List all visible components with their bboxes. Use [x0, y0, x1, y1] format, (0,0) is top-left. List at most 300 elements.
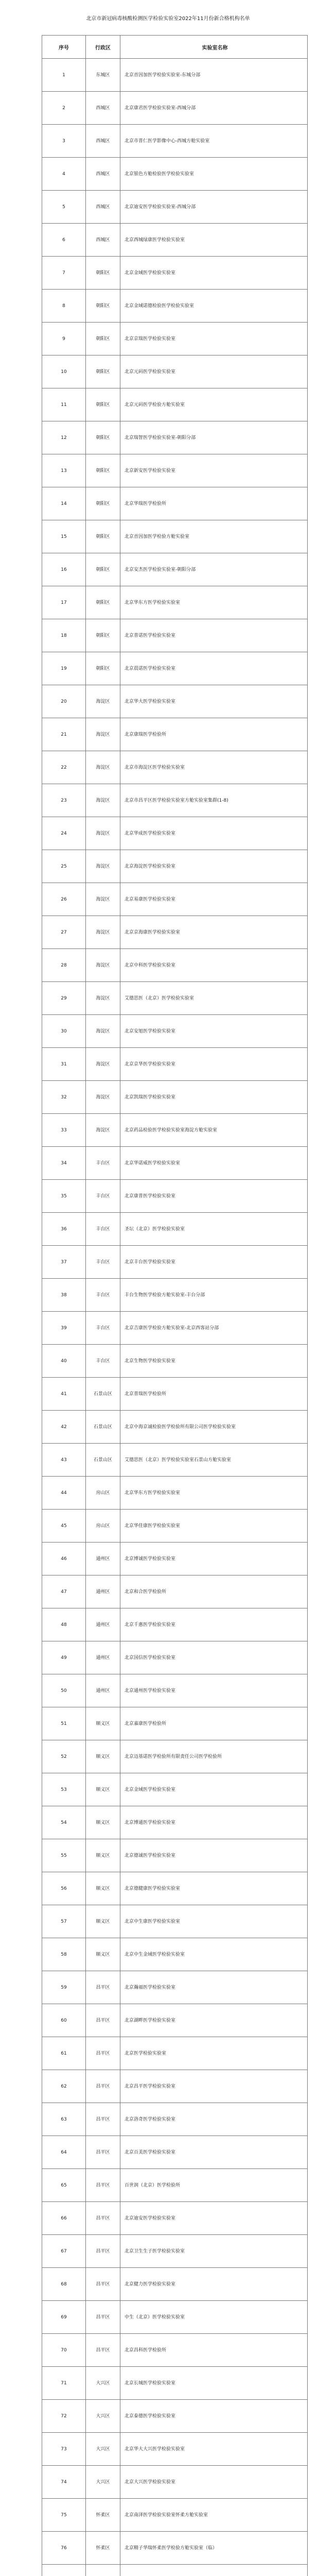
- row-number: 20: [42, 685, 86, 718]
- header-district: 行政区: [86, 36, 120, 59]
- row-lab-name: 北京昌平医学检验实验室: [120, 2070, 308, 2103]
- row-lab-name: 北京华大大兴医学检验实验室: [120, 2433, 308, 2466]
- table-row: [42, 92, 308, 125]
- row-lab-name: 北京康普医学检验实验室: [120, 1180, 308, 1213]
- row-number: 39: [42, 1312, 86, 1345]
- table-row: [42, 1905, 308, 1938]
- row-district: 顺义区: [86, 1839, 120, 1872]
- row-lab-name: 北京华大医学检验实验室: [120, 685, 308, 718]
- row-district: 朝阳区: [86, 487, 120, 520]
- row-lab-name: 北京海淀医学检验实验室: [120, 850, 308, 883]
- row-district: 丰台区: [86, 1345, 120, 1378]
- row-district: 怀柔区: [86, 2532, 120, 2565]
- row-lab-name: 北京金域医学检验实验室: [120, 257, 308, 290]
- row-lab-name: 北京新安医学检验实验室: [120, 454, 308, 487]
- table-row: [42, 1114, 308, 1147]
- row-lab-name: 北京金域医学检验实验室: [120, 1773, 308, 1806]
- row-district: 朝阳区: [86, 257, 120, 290]
- row-number: 4: [42, 158, 86, 191]
- row-number: 7: [42, 257, 86, 290]
- table-row: [42, 487, 308, 520]
- row-number: 69: [42, 2301, 86, 2334]
- row-district: 大兴区: [86, 2433, 120, 2466]
- table-row: [42, 2565, 308, 2576]
- row-lab-name: 北京晨诺医学检验实验室: [120, 652, 308, 685]
- row-district: 大兴区: [86, 2400, 120, 2433]
- row-lab-name: 北京京华医学检验实验室: [120, 1048, 308, 1081]
- row-lab-name: 北京博通医学检验实验室: [120, 1806, 308, 1839]
- row-district: 通州区: [86, 1543, 120, 1575]
- row-district: 昌平区: [86, 2004, 120, 2037]
- row-district: 朝阳区: [86, 454, 120, 487]
- row-district: 海淀区: [86, 1081, 120, 1114]
- row-number: 40: [42, 1345, 86, 1378]
- row-district: 西城区: [86, 224, 120, 257]
- row-lab-name: 北京市普仁医学影像中心-西城方舱实验室: [120, 125, 308, 158]
- row-number: 68: [42, 2268, 86, 2301]
- row-number: 9: [42, 323, 86, 355]
- row-lab-name: 北京瑞智医学检验实验室-朝阳分部: [120, 421, 308, 454]
- header-number: 序号: [42, 36, 86, 59]
- table-row: [42, 1971, 308, 2004]
- table-row: [42, 1674, 308, 1707]
- table-row: [42, 586, 308, 619]
- row-lab-name: 北京千惠医学检验实验室: [120, 1608, 308, 1641]
- table-row: [42, 718, 308, 751]
- row-number: 75: [42, 2499, 86, 2532]
- table-row: [42, 1147, 308, 1180]
- row-number: 36: [42, 1213, 86, 1246]
- row-number: 28: [42, 949, 86, 982]
- row-district: 通州区: [86, 1608, 120, 1641]
- row-number: 6: [42, 224, 86, 257]
- row-district: 朝阳区: [86, 421, 120, 454]
- row-number: 25: [42, 850, 86, 883]
- row-number: 29: [42, 982, 86, 1015]
- table-row: [42, 2367, 308, 2400]
- row-district: 顺义区: [86, 1707, 120, 1740]
- row-lab-name: 北京市海淀区医学检验实验室: [120, 751, 308, 784]
- row-number: 12: [42, 421, 86, 454]
- row-district: 东城区: [86, 59, 120, 92]
- row-lab-name: 北京安杰医学检验实验室-朝阳分部: [120, 553, 308, 586]
- row-number: 61: [42, 2037, 86, 2070]
- row-district: 顺义区: [86, 1740, 120, 1773]
- row-district: 西城区: [86, 125, 120, 158]
- row-district: 海淀区: [86, 685, 120, 718]
- row-district: 房山区: [86, 1477, 120, 1510]
- row-district: 顺义区: [86, 1773, 120, 1806]
- row-lab-name: 北京通州医学检验实验室: [120, 1674, 308, 1707]
- row-lab-name: 北京国信医学检验实验室: [120, 1641, 308, 1674]
- row-lab-name: 艾德思医（北京）医学检验实验室石景山方舱实验室: [120, 1444, 308, 1477]
- row-number: 11: [42, 388, 86, 421]
- table-row: [42, 1477, 308, 1510]
- row-number: 71: [42, 2367, 86, 2400]
- row-district: 海淀区: [86, 982, 120, 1015]
- row-district: 海淀区: [86, 1114, 120, 1147]
- row-lab-name: 北京西城绿康医学检验实验室: [120, 224, 308, 257]
- row-number: 31: [42, 1048, 86, 1081]
- row-lab-name: 北京和合医学检验所: [120, 1575, 308, 1608]
- row-district: 大兴区: [86, 2367, 120, 2400]
- row-number: 74: [42, 2466, 86, 2499]
- row-district: 朝阳区: [86, 553, 120, 586]
- table-row: [42, 1872, 308, 1905]
- row-lab-name: 北京中生康医学检验实验室: [120, 1905, 308, 1938]
- row-district: 顺义区: [86, 1938, 120, 1971]
- table-row: [42, 1543, 308, 1575]
- row-number: 50: [42, 1674, 86, 1707]
- row-number: 65: [42, 2169, 86, 2202]
- table-row: [42, 2070, 308, 2103]
- row-lab-name: [120, 2565, 308, 2576]
- table-row: [42, 1707, 308, 1740]
- table-row: [42, 257, 308, 290]
- row-lab-name: 北京德健康医学检验实验室: [120, 1872, 308, 1905]
- table-row: [42, 1246, 308, 1279]
- row-district: 海淀区: [86, 883, 120, 916]
- row-number: 2: [42, 92, 86, 125]
- row-number: 43: [42, 1444, 86, 1477]
- row-number: 32: [42, 1081, 86, 1114]
- table-row: [42, 1740, 308, 1773]
- table-row: [42, 1213, 308, 1246]
- row-lab-name: 北京京瑞医学检验实验室: [120, 323, 308, 355]
- row-lab-name: 北京华佳康医学检验实验室: [120, 1510, 308, 1543]
- table-row: [42, 850, 308, 883]
- table-row: [42, 2499, 308, 2532]
- row-district: 昌平区: [86, 2202, 120, 2235]
- row-district: 昌平区: [86, 2037, 120, 2070]
- row-lab-name: 北京金域诺德检验医学检验实验室: [120, 290, 308, 323]
- table-row: [42, 1279, 308, 1312]
- row-district: 海淀区: [86, 949, 120, 982]
- row-number: 17: [42, 586, 86, 619]
- table-row: [42, 1641, 308, 1674]
- row-district: 通州区: [86, 1575, 120, 1608]
- row-district: 朝阳区: [86, 652, 120, 685]
- row-number: 55: [42, 1839, 86, 1872]
- table-row: [42, 553, 308, 586]
- row-district: 海淀区: [86, 1015, 120, 1048]
- table-row: [42, 421, 308, 454]
- row-number: 3: [42, 125, 86, 158]
- table-row: [42, 1773, 308, 1806]
- row-district: 昌平区: [86, 1971, 120, 2004]
- row-number: 64: [42, 2136, 86, 2169]
- row-lab-name: 北京博诚医学检验实验室: [120, 1543, 308, 1575]
- row-lab-name: 北京吉康医学检验方舱实验室-北京西客站分部: [120, 1312, 308, 1345]
- row-lab-name: 北京华东方医学检验实验室: [120, 586, 308, 619]
- row-lab-name: 北京华诺威医学检验实验室: [120, 1147, 308, 1180]
- row-number: 41: [42, 1378, 86, 1411]
- row-lab-name: 北京长城医学检验实验室: [120, 2367, 308, 2400]
- row-district: 昌平区: [86, 2070, 120, 2103]
- table-row: [42, 2466, 308, 2499]
- table-row: [42, 388, 308, 421]
- table-row: [42, 1378, 308, 1411]
- row-lab-name: 北京洛奇医学检验实验室: [120, 2103, 308, 2136]
- row-lab-name: 北京南泽医学检验实验室怀柔方舱实验室: [120, 2499, 308, 2532]
- table-row: [42, 224, 308, 257]
- table-row: [42, 784, 308, 817]
- table-row: [42, 1345, 308, 1378]
- row-number: 66: [42, 2202, 86, 2235]
- header-lab-name: 实验室名称: [120, 36, 308, 59]
- row-lab-name: 百世润（北京）医学检验所: [120, 2169, 308, 2202]
- row-lab-name: 北京迈基诺医学检验所有限责任公司医学检验所: [120, 1740, 308, 1773]
- row-lab-name: 中生（北京）医学检验实验室: [120, 2301, 308, 2334]
- table-row: [42, 1806, 308, 1839]
- table-row: [42, 355, 308, 388]
- row-lab-name: 北京首因加医学检验方舱实验室: [120, 520, 308, 553]
- row-lab-name: 北京华成医学检验实验室: [120, 817, 308, 850]
- row-district: 海淀区: [86, 916, 120, 949]
- table-row: [42, 2301, 308, 2334]
- row-lab-name: 北京健力医学检验实验室: [120, 2268, 308, 2301]
- row-lab-name: 北京易康医学检验实验室: [120, 883, 308, 916]
- row-lab-name: 北京泰德医学检验实验室: [120, 2400, 308, 2433]
- row-district: 西城区: [86, 191, 120, 224]
- row-district: 朝阳区: [86, 520, 120, 553]
- table-row: [42, 2532, 308, 2565]
- row-district: 丰台区: [86, 1279, 120, 1312]
- row-lab-name: 北京元码医学检验方舱实验室: [120, 388, 308, 421]
- table-row: [42, 2202, 308, 2235]
- row-lab-name: 北京市昌平区医学检验实验室方舱实验室集群(1-8): [120, 784, 308, 817]
- table-row: [42, 2334, 308, 2367]
- row-district: 海淀区: [86, 1048, 120, 1081]
- row-number: 10: [42, 355, 86, 388]
- row-lab-name: 北京康瑞医学检验所: [120, 718, 308, 751]
- document-title: 北京市新冠病毒核酸检测医学检验实验室2022年11月份新合格机构名单: [86, 16, 250, 22]
- row-district: 石景山区: [86, 1378, 120, 1411]
- table-row: [42, 290, 308, 323]
- table-row: [42, 982, 308, 1015]
- row-district: [86, 2565, 120, 2576]
- row-lab-name: 北京湖畔医学检验实验室: [120, 2004, 308, 2037]
- row-district: 丰台区: [86, 1147, 120, 1180]
- row-lab-name: 北京大兴医学检验实验室: [120, 2466, 308, 2499]
- row-lab-name: 北京华东方医学检验实验室: [120, 1477, 308, 1510]
- row-number: 73: [42, 2433, 86, 2466]
- row-number: 44: [42, 1477, 86, 1510]
- row-number: 60: [42, 2004, 86, 2037]
- table-row: [42, 2103, 308, 2136]
- row-lab-name: 北京康君医学检验实验室-西城分部: [120, 92, 308, 125]
- row-number: 1: [42, 59, 86, 92]
- header-row: [42, 36, 308, 59]
- row-number: [42, 2565, 86, 2576]
- row-district: 昌平区: [86, 2136, 120, 2169]
- row-number: 67: [42, 2235, 86, 2268]
- row-lab-name: 北京药品检验医学检验实验室海淀方舱实验室: [120, 1114, 308, 1147]
- row-number: 23: [42, 784, 86, 817]
- row-district: 丰台区: [86, 1213, 120, 1246]
- table-row: [42, 619, 308, 652]
- row-number: 47: [42, 1575, 86, 1608]
- row-lab-name: 北京迪安医学检验实验室: [120, 2202, 308, 2235]
- row-lab-name: 北京医学检验实验室: [120, 2037, 308, 2070]
- row-number: 70: [42, 2334, 86, 2367]
- row-lab-name: 北京凯瑞医学检验实验室: [120, 1081, 308, 1114]
- table-row: [42, 1510, 308, 1543]
- row-district: 大兴区: [86, 2466, 120, 2499]
- table-row: [42, 2235, 308, 2268]
- row-number: 18: [42, 619, 86, 652]
- row-district: 朝阳区: [86, 355, 120, 388]
- row-district: 西城区: [86, 92, 120, 125]
- row-lab-name: 北京元码医学检验实验室: [120, 355, 308, 388]
- row-district: 朝阳区: [86, 619, 120, 652]
- row-number: 52: [42, 1740, 86, 1773]
- table-row: [42, 883, 308, 916]
- row-number: 48: [42, 1608, 86, 1641]
- row-district: 朝阳区: [86, 388, 120, 421]
- row-lab-name: 北京精子华瑞怀柔医学检验方舱实验室（临）: [120, 2532, 308, 2565]
- row-number: 56: [42, 1872, 86, 1905]
- table-row: [42, 1608, 308, 1641]
- row-lab-name: 北京德诚医学检验实验室: [120, 1839, 308, 1872]
- row-number: 21: [42, 718, 86, 751]
- table-row: [42, 454, 308, 487]
- row-district: 海淀区: [86, 817, 120, 850]
- table-row: [42, 1444, 308, 1477]
- table-row: [42, 520, 308, 553]
- row-number: 57: [42, 1905, 86, 1938]
- row-district: 昌平区: [86, 2103, 120, 2136]
- row-district: 海淀区: [86, 850, 120, 883]
- row-number: 37: [42, 1246, 86, 1279]
- table-row: [42, 949, 308, 982]
- row-number: 38: [42, 1279, 86, 1312]
- table-row: [42, 751, 308, 784]
- row-district: 通州区: [86, 1674, 120, 1707]
- row-district: 朝阳区: [86, 323, 120, 355]
- row-number: 46: [42, 1543, 86, 1575]
- row-lab-name: 北京首因加医学检验实验室-东城分部: [120, 59, 308, 92]
- row-number: 58: [42, 1938, 86, 1971]
- row-district: 昌平区: [86, 2334, 120, 2367]
- row-number: 30: [42, 1015, 86, 1048]
- row-number: 22: [42, 751, 86, 784]
- table-row: [42, 1180, 308, 1213]
- table-row: [42, 2433, 308, 2466]
- row-number: 26: [42, 883, 86, 916]
- row-number: 33: [42, 1114, 86, 1147]
- row-number: 49: [42, 1641, 86, 1674]
- row-district: 顺义区: [86, 1872, 120, 1905]
- row-lab-name: 北京丰台医学检验实验室: [120, 1246, 308, 1279]
- row-number: 8: [42, 290, 86, 323]
- row-lab-name: 北京普瑞医学检验所: [120, 1378, 308, 1411]
- row-lab-name: 北京嘉康医学检验所: [120, 1707, 308, 1740]
- table-body: [42, 59, 308, 2576]
- row-lab-name: 北京卫生生子医学检验实验室: [120, 2235, 308, 2268]
- row-district: 丰台区: [86, 1246, 120, 1279]
- row-district: 西城区: [86, 158, 120, 191]
- row-district: 海淀区: [86, 718, 120, 751]
- table-row: [42, 2268, 308, 2301]
- table-row: [42, 1015, 308, 1048]
- row-district: 朝阳区: [86, 290, 120, 323]
- row-lab-name: 北京普诺医学检验实验室: [120, 619, 308, 652]
- lab-list-table: [42, 35, 308, 2576]
- table-row: [42, 323, 308, 355]
- row-number: 14: [42, 487, 86, 520]
- row-district: 石景山区: [86, 1411, 120, 1444]
- table-header: [42, 36, 308, 59]
- row-district: 昌平区: [86, 2268, 120, 2301]
- table-row: [42, 1048, 308, 1081]
- row-lab-name: 北京中生金域医学检验实验室: [120, 1938, 308, 1971]
- row-district: 昌平区: [86, 2169, 120, 2202]
- row-number: 45: [42, 1510, 86, 1543]
- table-row: [42, 1081, 308, 1114]
- row-district: 丰台区: [86, 1180, 120, 1213]
- row-district: 昌平区: [86, 2235, 120, 2268]
- table-row: [42, 652, 308, 685]
- row-district: 朝阳区: [86, 586, 120, 619]
- row-number: 15: [42, 520, 86, 553]
- table-row: [42, 817, 308, 850]
- row-number: 19: [42, 652, 86, 685]
- table-row: [42, 2004, 308, 2037]
- row-number: 5: [42, 191, 86, 224]
- table-row: [42, 1575, 308, 1608]
- row-district: 怀柔区: [86, 2499, 120, 2532]
- row-number: 27: [42, 916, 86, 949]
- row-lab-name: 北京中科医学检验实验室: [120, 949, 308, 982]
- row-district: 海淀区: [86, 751, 120, 784]
- row-number: 34: [42, 1147, 86, 1180]
- row-lab-name: 北京昌科医学检验所: [120, 2334, 308, 2367]
- table-row: [42, 191, 308, 224]
- row-number: 53: [42, 1773, 86, 1806]
- table-row: [42, 685, 308, 718]
- table-row: [42, 125, 308, 158]
- row-lab-name: 北京迪安医学检验实验室-西城分部: [120, 191, 308, 224]
- row-number: 63: [42, 2103, 86, 2136]
- row-number: 54: [42, 1806, 86, 1839]
- row-number: 72: [42, 2400, 86, 2433]
- row-number: 13: [42, 454, 86, 487]
- row-lab-name: 艾德思医（北京）医学检验实验室: [120, 982, 308, 1015]
- row-lab-name: 圣坛（北京）医学检验实验室: [120, 1213, 308, 1246]
- table-row: [42, 2400, 308, 2433]
- row-district: 顺义区: [86, 1905, 120, 1938]
- row-number: 24: [42, 817, 86, 850]
- row-lab-name: 北京生物医学检验实验室: [120, 1345, 308, 1378]
- table-row: [42, 1938, 308, 1971]
- row-lab-name: 北京百美医学检验实验室: [120, 2136, 308, 2169]
- row-lab-name: 北京华瑞医学检验所: [120, 487, 308, 520]
- row-lab-name: 北京银色方舱检验医学检验实验室: [120, 158, 308, 191]
- row-lab-name: 北京瀚福医学检验实验室: [120, 1971, 308, 2004]
- row-number: 59: [42, 1971, 86, 2004]
- row-lab-name: 丰台生物医学检验方舱实验室-丰台分部: [120, 1279, 308, 1312]
- row-number: 35: [42, 1180, 86, 1213]
- row-district: 昌平区: [86, 2301, 120, 2334]
- row-number: 16: [42, 553, 86, 586]
- table-row: [42, 2169, 308, 2202]
- row-district: 顺义区: [86, 1806, 120, 1839]
- row-lab-name: 北京安旭医学检验实验室: [120, 1015, 308, 1048]
- row-number: 51: [42, 1707, 86, 1740]
- row-number: 42: [42, 1411, 86, 1444]
- table-row: [42, 1312, 308, 1345]
